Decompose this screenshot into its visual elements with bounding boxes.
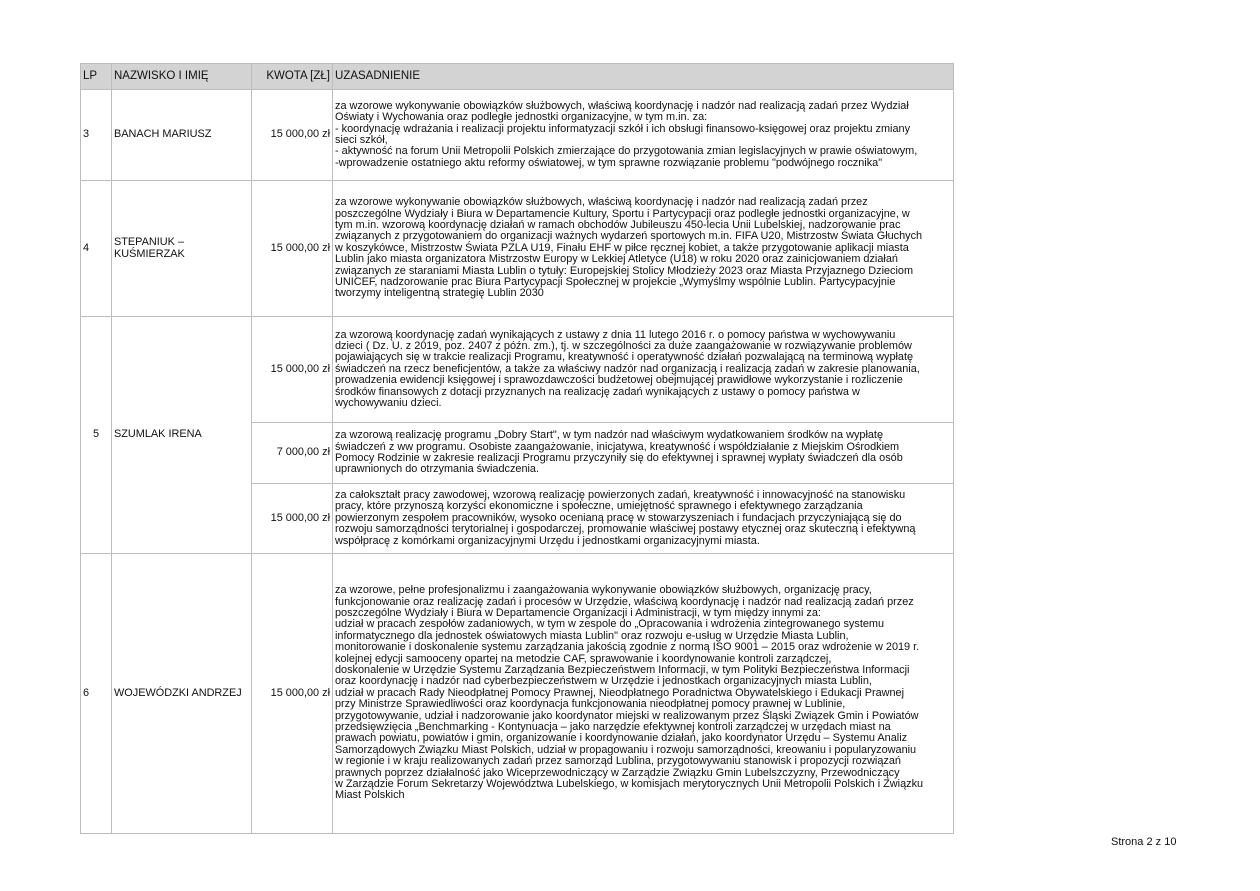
justification-line: rozwoju samorządności terytorialnej i gospodarczej, promowanie właściwej postawy etycznej oraz skuteczną i efektywną [335, 523, 916, 536]
header-lp: LP [81, 64, 112, 90]
table-row [81, 181, 954, 317]
amount-cell: 7 000,00 zł [252, 423, 333, 484]
justification-cell [333, 423, 954, 484]
justification-line: wychowywaniu dzieci. [335, 397, 442, 410]
table-row [81, 90, 954, 181]
justification-line: związanych ze staraniami Miasta Lublin o tytuły: Europejskiej Stolicy Młodzieży 2023 oraz Miasta Przyjaznego Dzieciom [335, 264, 914, 277]
justification-line: za wzorowe wykonywanie obowiązków służbowych, właściwą koordynację i nadzór nad realizacją zadań przez [335, 196, 868, 209]
justification-line: uprawnionych do otrzymania świadczenia. [335, 463, 540, 476]
justification-line: sieci szkół, [335, 134, 388, 146]
justification-cell [333, 484, 954, 554]
justification-line: Lublin jako miasta organizatora Mistrzostw Europy w Lekkiej Atletyce (U18) w roku 2020 oraz zainicjowaniem działań [335, 253, 898, 266]
justification-line: tworzymy inteligentną strategię Lublin 2030 [335, 287, 544, 300]
justification-line: informatycznego dla jednostek oświatowych miasta Lublin" oraz rozwoju e-usług w Urzędzie Miasta Lublin, [335, 629, 849, 642]
justification-line: środków finansowych z dotacji przyznanych na realizację zadań wynikających z ustawy o pomocy państwa w [335, 385, 860, 398]
justification-line: pojawiających się w trakcie realizacji Programu, kreatywność i operatywność działań pozwalającą na terminową wypłatę [335, 351, 914, 364]
justification-cell [333, 181, 954, 317]
lp-cell: 5 [81, 317, 112, 554]
name-line: STEPANIUK – [114, 236, 185, 249]
justification-line: przygotowywanie, udział i nadzorowanie jako koordynator miejski w realizowanym przez Śląski Związek Gmin i Powiatów [335, 709, 919, 722]
name-line: WOJEWÓDZKI ANDRZEJ [114, 686, 242, 699]
justification-line: oraz koordynację i nadzór nad cyberbezpieczeństwem w Urzędzie i jednostkach organizacyjnych miasta Lublin, [335, 675, 872, 688]
justification-line: monitorowanie i doskonalenie systemu zarządzania jakością zgodnie z normą ISO 9001 – 2015 oraz wdrożenie w 2019 r. [335, 641, 920, 654]
header-name: NAZWISKO I IMIĘ [112, 64, 252, 90]
justification-cell [333, 317, 954, 423]
justification-line: udział w pracach Rady Nieodpłatnej Pomocy Prawnej, Nieodpłatnego Poradnictwa Obywatelskiego i Edukacji Prawnej [335, 686, 905, 699]
justification-line: -wprowadzenie ostatniego aktu reformy oświatowej, w tym sprawne rozwiązanie problemu "podwójnego rocznika" [335, 156, 883, 169]
justification-line: świadczeń na rzecz beneficjentów, a także za właściwy nadzór nad organizacją i realizacją zadań w zakresie planowania, [335, 362, 920, 375]
table-row [81, 554, 954, 834]
justification-line: UNICEF, nadzorowanie prac Biura Partycypacji Społecznej w projekcie „Wymyślmy wspólnie Lublin. Partycypacyjnie [335, 276, 896, 289]
name-line: BANACH MARIUSZ [114, 128, 212, 141]
amount-cell: 15 000,00 zł [252, 554, 333, 834]
justification-line: za wzorowe wykonywanie obowiązków służbowych, właściwą koordynację i nadzór nad realizacją zadań przez Wydział [335, 99, 909, 112]
amount-cell: 15 000,00 zł [252, 181, 333, 317]
justification-cell [333, 554, 954, 834]
awards-table [80, 63, 954, 834]
lp-cell: 4 [81, 181, 112, 317]
amount-cell: 15 000,00 zł [252, 317, 333, 423]
justification-line: prawnych poprzez działalność jako Wiceprzewodniczący w Zarządzie Związku Gmin Lubelszczyzny, Przewodniczący [335, 766, 900, 779]
lp-cell: 6 [81, 554, 112, 834]
justification-line: Pomocy Rodzinie w zakresie realizacji Programu przyczyniły się do efektywnej i sprawnej wypłaty świadczeń dla osób [335, 452, 903, 464]
justification-line: Oświaty i Wychowania oraz podległe jednostki organizacyjne, w tym m.in. za: [335, 111, 708, 124]
name-cell [112, 554, 252, 834]
header-amount: KWOTA [ZŁ] [252, 64, 333, 90]
justification-line: prawach powiatu, powiatów i gmin, organizowanie i koordynowanie działań, jako koordynator Urzędu – Systemu Analiz [335, 732, 908, 745]
name-cell [112, 317, 252, 554]
name-cell [112, 181, 252, 317]
justification-line: w regionie i w kraju realizowanych zadań przez samorząd Lublina, przygotowywaniu stanowisk i propozycji rozwiązań [335, 755, 901, 768]
justification-line: prowadzenia ewidencji księgowej i sprawozdawczości budżetowej obejmującej prawidłowe wykorzystanie i rozliczenie [335, 374, 903, 387]
justification-line: związanych z przygotowaniem do organizacji ważnych wydarzeń sportowych m.in. FIFA U20, Mistrzostw Świata Głuchych [335, 230, 923, 243]
justification-cell [333, 90, 954, 181]
justification-line: powierzonym zespołem pracowników, wysoko ocenianą pracę w stowarzyszeniach i fundacjach przyczyniającą się do [335, 511, 902, 524]
justification-line: za wzorowe, pełne profesjonalizmu i zaangażowania wykonywanie obowiązków służbowych, organizację pracy, [335, 584, 872, 597]
justification-line: przedsięwzięcia „Benchmarking - Kontynuacja – jako narzędzie efektywnej kontroli zarządczej w urzędach miast na [335, 721, 891, 734]
amount-cell: 15 000,00 zł [252, 484, 333, 554]
justification-line: Samorządowych Związku Miast Polskich, udział w propagowaniu i rozwoju samorządności, kreowaniu i popularyzowaniu [335, 743, 917, 756]
justification-line: przy Ministrze Sprawiedliwości oraz koordynacja funkcjonowania nieodpłatnej pomocy prawnej w Lublinie, [335, 698, 846, 711]
justification-line: kolejnej edycji samooceny opartej na metodzie CAF, sprawowanie i koordynowanie kontroli zarządczej, [335, 652, 832, 665]
justification-line: za wzorową realizację programu „Dobry Start", w tym nadzór nad właściwym wydatkowaniem środków na wypłatę [335, 429, 883, 442]
name-cell [112, 90, 252, 181]
justification-line: pracy, które przynoszą korzyści ekonomiczne i społeczne, umiejętność sprawnego i efektywnego zarządzania [335, 500, 863, 513]
justification-line: doskonalenie w Urzędzie Systemu Zarządzania Bezpieczeństwem Informacji, w tym Polityki Bezpieczeństwa Informacji [335, 663, 910, 676]
page-number: Strona 2 z 10 [1111, 836, 1177, 848]
justification-line: świadczeń z ww programu. Osobiste zaangażowanie, inicjatywa, kreatywność i współdziałanie z Miejskim Ośrodkiem [335, 440, 900, 453]
table-header-row [81, 64, 954, 90]
justification-line: współpracę z komórkami organizacyjnymi Urzędu i jednostkami organizacyjnymi miasta. [335, 534, 760, 547]
justification-line: tym m.in. wzorową koordynację działań w ramach obchodów Jubileuszu 450-lecia Unii Lubelskiej, nadzorowanie prac [335, 218, 901, 231]
amount-cell: 15 000,00 zł [252, 90, 333, 181]
justification-line: - koordynację wdrażania i realizacji projektu informatyzacji szkół i ich obsługi finansowo-księgowej oraz projektu zmiany [335, 122, 911, 135]
justification-line: dzieci ( Dz. U. z 2019, poz. 2407 z późn. zm.), tj. w szczególności za duże zaangażowanie w rozwiązywanie problemów [335, 339, 912, 352]
name-line: KUŚMIERZAK [114, 247, 185, 260]
justification-line: za wzorową koordynację zadań wynikających z ustawy z dnia 11 lutego 2016 r. o pomocy państwa w wychowywaniu [335, 328, 896, 341]
justification-line: Miast Polskich [335, 789, 405, 802]
justification-line: w koszykówce, Mistrzostw Świata PZLA U19, Finału EHF w piłce ręcznej kobiet, a także przygotowanie aplikacji miasta [335, 241, 909, 254]
name-line: SZUMLAK IRENA [114, 428, 202, 441]
header-justification: UZASADNIENIE [333, 64, 954, 90]
justification-line: udział w pracach zespołów zadaniowych, w tym w zespole do „Opracowania i wdrożenia zintegrowanego systemu [335, 618, 885, 631]
justification-line: funkcjonowanie oraz realizację zadań i procesów w Urzędzie, właściwą koordynację i nadzór nad realizacją zadań przez [335, 595, 914, 608]
justification-line: - aktywność na forum Unii Metropolii Polskich zmierzające do przygotowania zmian legislacyjnych w prawie oświatowym, [335, 145, 918, 158]
lp-cell: 3 [81, 90, 112, 181]
justification-line: poszczególne Wydziały i Biura w Departamencie Kultury, Sportu i Partycypacji oraz podległe jednostki organizacyjne, w [335, 207, 910, 220]
justification-line: w Zarządzie Forum Sekretarzy Województwa Lubelskiego, w komisjach merytorycznych Unii Metropolii Polskich i Związku [335, 778, 924, 791]
table-row [81, 317, 954, 423]
justification-line: poszczególne Wydziały i Biura w Departamencie Organizacji i Administracji, w tym między innymi za: [335, 606, 821, 619]
justification-line: za całokształt pracy zawodowej, wzorową realizację powierzonych zadań, kreatywność i innowacyjność na stanowisku [335, 488, 906, 501]
